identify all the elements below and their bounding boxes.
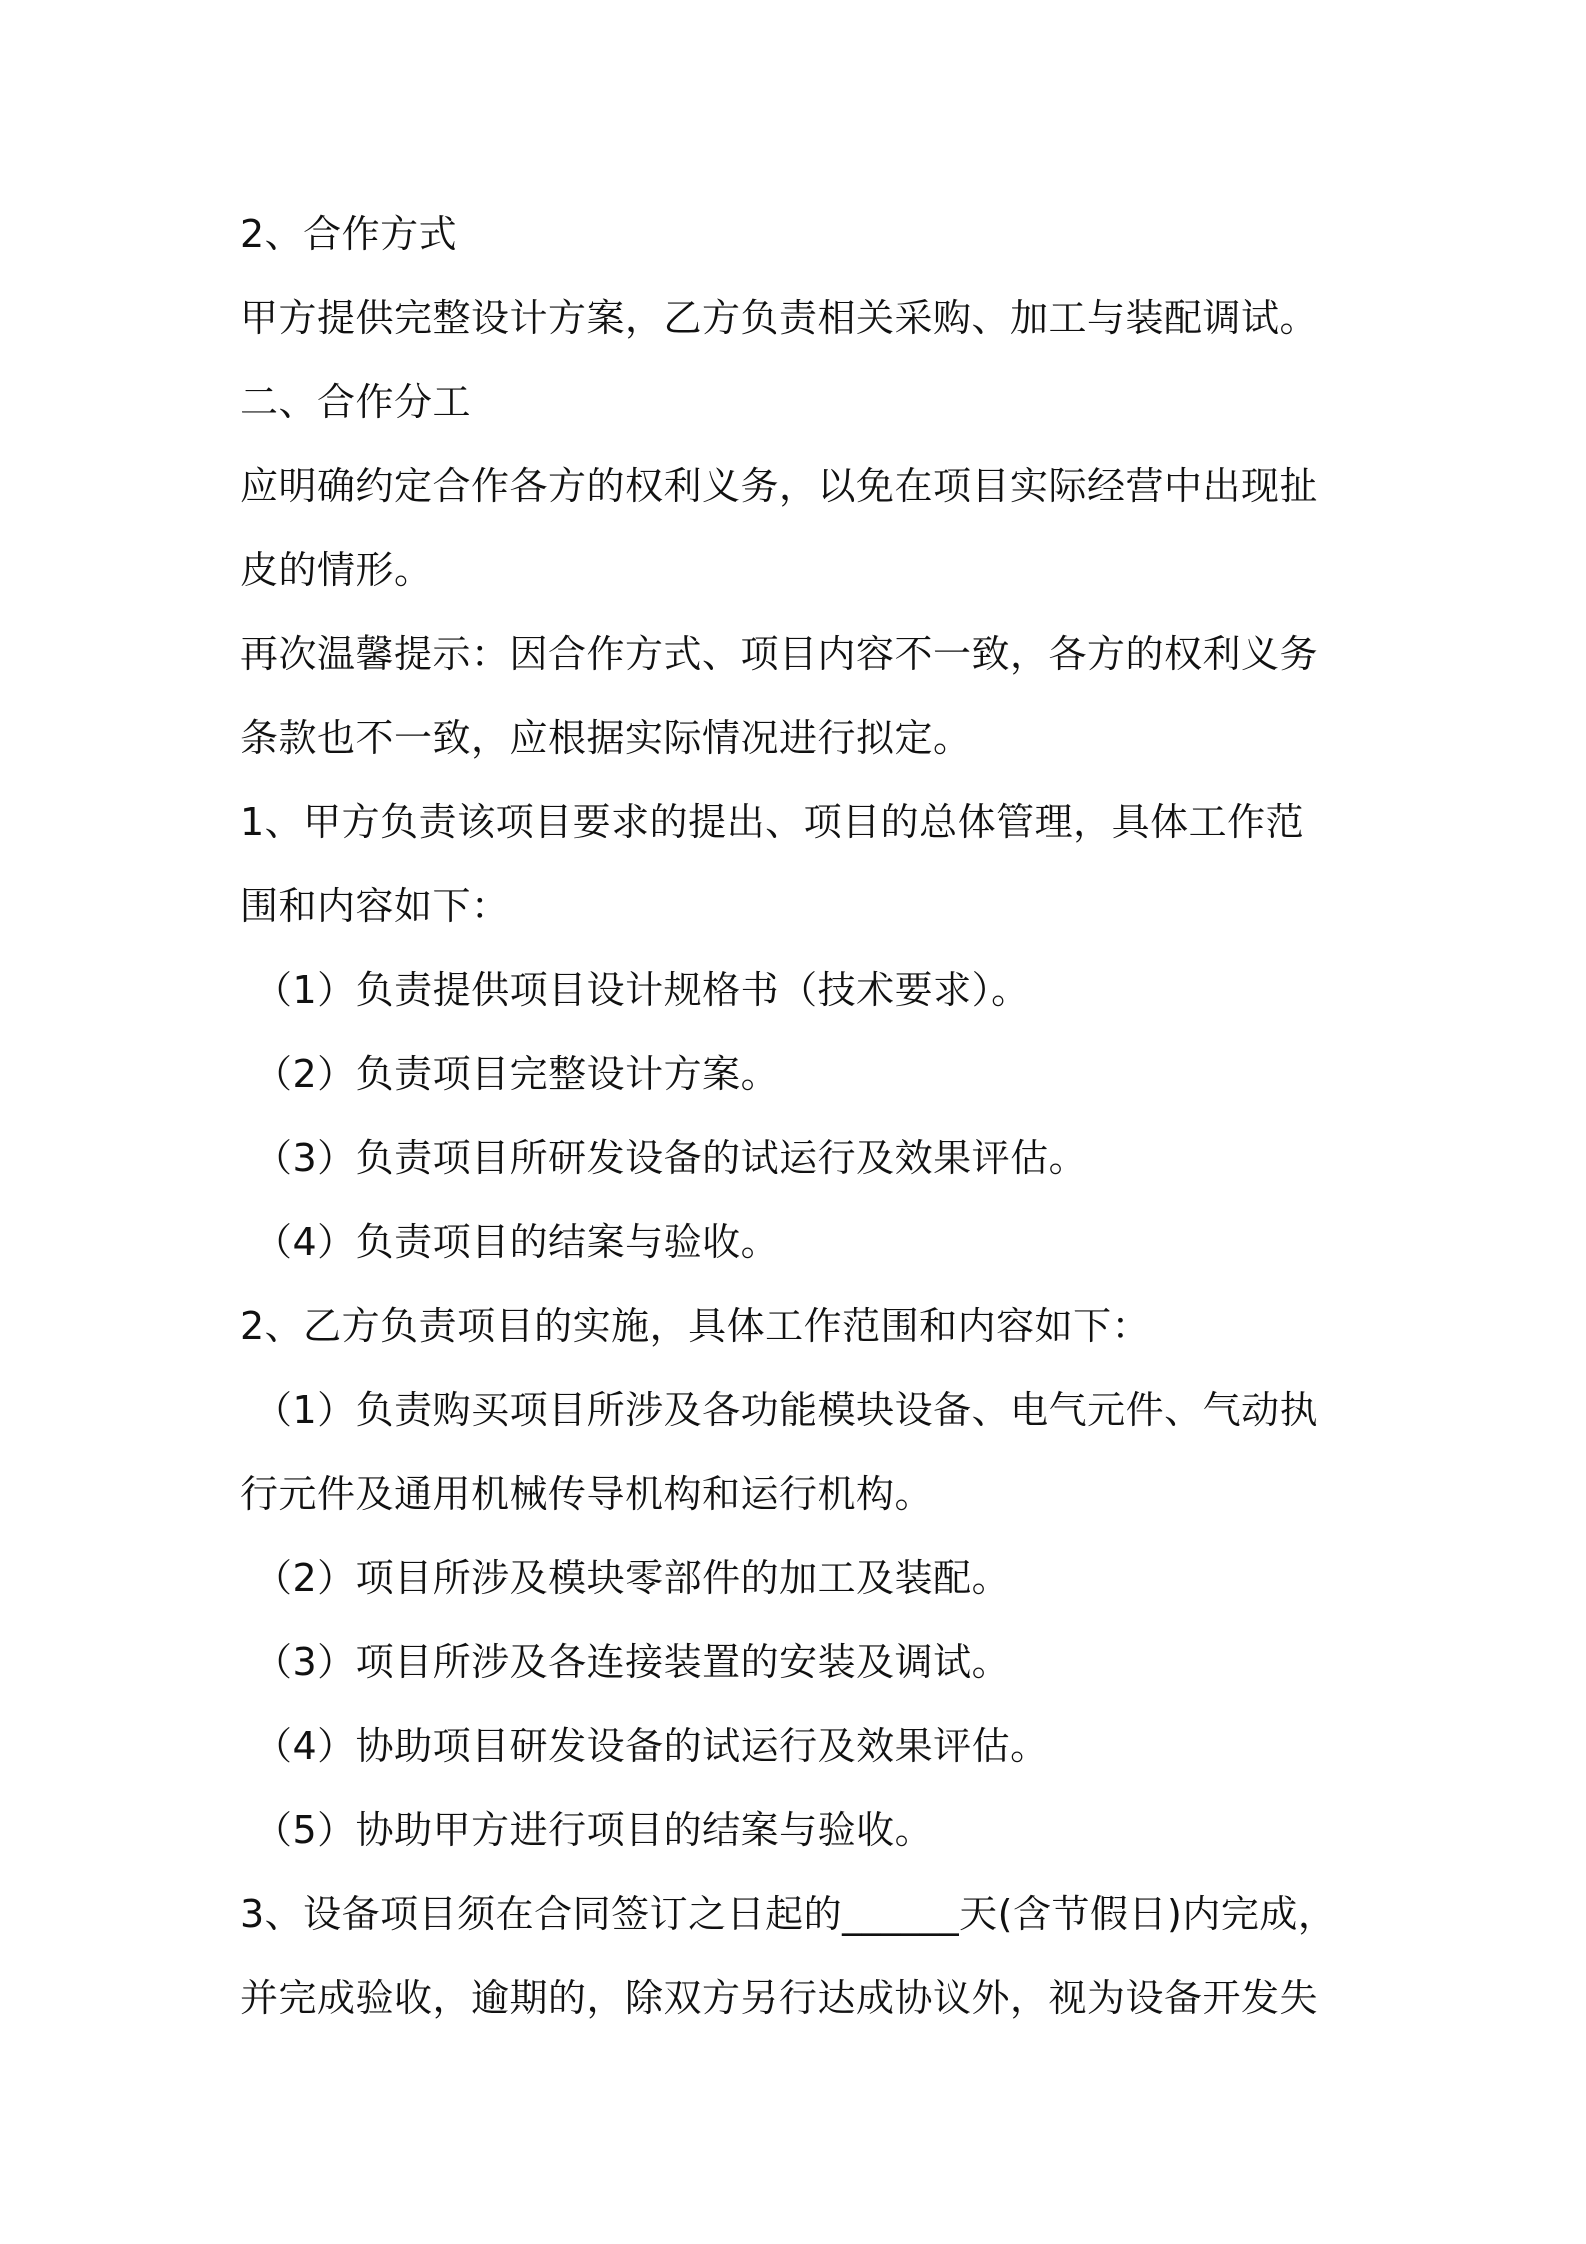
party-b-heading: 2、乙方负责项目的实施，具体工作范围和内容如下：: [240, 1304, 1151, 1348]
paragraph-line: 并完成验收，逾期的，除双方另行达成协议外，视为设备开发失: [240, 1976, 1319, 2020]
paragraph-line: 皮的情形。: [240, 548, 433, 592]
paragraph-line: 围和内容如下：: [240, 884, 510, 928]
paragraph-line: 行元件及通用机械传导机构和运行机构。: [240, 1472, 934, 1516]
paragraph-line: 条款也不一致，应根据实际情况进行拟定。: [240, 716, 972, 760]
document-body: [240, 192, 1360, 2040]
paragraph-line: 应明确约定合作各方的权利义务，以免在项目实际经营中出现扯: [240, 464, 1319, 508]
paragraph-line: 甲方提供完整设计方案，乙方负责相关采购、加工与装配调试。: [240, 296, 1319, 340]
list-item: （5）协助甲方进行项目的结案与验收。: [254, 1808, 934, 1852]
list-item: （1）负责购买项目所涉及各功能模块设备、电气元件、气动执: [254, 1388, 1319, 1432]
reminder-line: 再次温馨提示：因合作方式、项目内容不一致，各方的权利义务: [240, 632, 1319, 676]
list-item: （1）负责提供项目设计规格书（技术要求）。: [254, 968, 1030, 1012]
deadline-clause-line: 3、设备项目须在合同签订之日起的______天(含节假日)内完成，: [240, 1892, 1337, 1936]
party-a-heading: 1、甲方负责该项目要求的提出、项目的总体管理，具体工作范: [240, 800, 1305, 844]
section-heading-cooperation-method: 2、合作方式: [240, 212, 458, 256]
section-heading-division-of-work: 二、合作分工: [240, 380, 472, 424]
list-item: （2）项目所涉及模块零部件的加工及装配。: [254, 1556, 1011, 1600]
list-item: （4）协助项目研发设备的试运行及效果评估。: [254, 1724, 1049, 1768]
list-item: （4）负责项目的结案与验收。: [254, 1220, 780, 1264]
list-item: （3）项目所涉及各连接装置的安装及调试。: [254, 1640, 1011, 1684]
list-item: （3）负责项目所研发设备的试运行及效果评估。: [254, 1136, 1088, 1180]
list-item: （2）负责项目完整设计方案。: [254, 1052, 780, 1096]
